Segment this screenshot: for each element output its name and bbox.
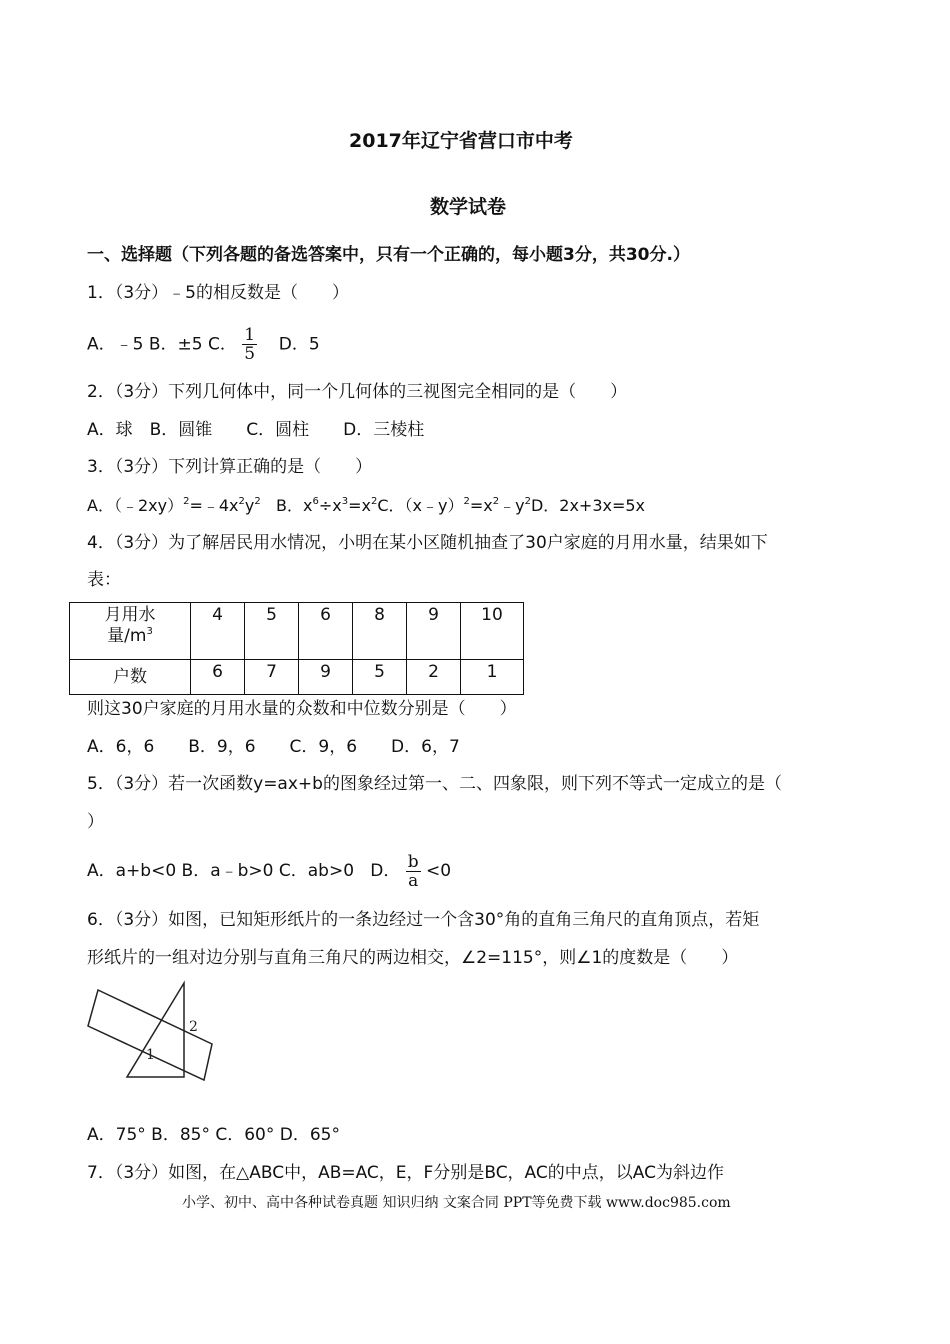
- table-cell: 5: [245, 603, 299, 660]
- q5-option-d-prefix: D．: [370, 861, 401, 881]
- q2-stem: 2．（3分）下列几何体中，同一个几何体的三视图完全相同的是（ ）: [87, 382, 628, 402]
- table-cell: 6: [299, 603, 353, 660]
- page-footer: 小学、初中、高中各种试卷真题 知识归纳 文案合同 PPT等免费下载 www.doc985.com: [182, 1195, 731, 1211]
- q3-b-exp: 2: [370, 496, 378, 507]
- section-heading: 一、选择题（下列各题的备选答案中，只有一个正确的，每小题3分，共30分.）: [87, 245, 690, 265]
- q5-fraction-denominator: a: [408, 870, 419, 891]
- q4-options: A．6，6 B．9，6 C．9，6 D．6，7: [87, 737, 460, 757]
- exam-subtitle: 数学试卷: [430, 196, 507, 218]
- q3-b-exp: 3: [341, 496, 349, 507]
- table-cell: 9: [407, 603, 461, 660]
- q7-stem-line1: 7．（3分）如图，在△ABC中，AB=AC，E，F分别是BC，AC的中点，以AC为斜边作: [87, 1163, 724, 1183]
- table-cell: 7: [245, 660, 299, 695]
- q4-stem-line1: 4．（3分）为了解居民用水情况，小明在某小区随机抽查了30户家庭的月用水量，结果如下: [87, 533, 768, 553]
- q3-a-exp: 2: [254, 496, 261, 507]
- triangle-ruler-shape: [127, 983, 184, 1077]
- q6-options: A．75° B．85° C．60° D．65°: [87, 1125, 340, 1145]
- q3-option-d: D．2x+3x=5x: [530, 496, 646, 515]
- table-row: [70, 603, 524, 660]
- q3-c-exp: 2: [524, 496, 531, 507]
- table-cell: 9: [299, 660, 353, 695]
- q3-c-part: C．（x﹣y）: [377, 496, 464, 515]
- q2-options: A．球 B．圆锥 C．圆柱 D．三棱柱: [87, 420, 425, 440]
- q1-option-a: A．﹣5: [87, 334, 144, 355]
- q5-stem-line1: 5．（3分）若一次函数y=ax+b的图象经过第一、二、四象限，则下列不等式一定成立的是（: [87, 774, 782, 794]
- table-cell: 1: [461, 660, 524, 695]
- table-cell: 8: [353, 603, 407, 660]
- q5-option-d-suffix: <0: [426, 861, 452, 881]
- table-header-exp: 3: [146, 626, 153, 637]
- exam-title: 2017年辽宁省营口市中考: [349, 130, 573, 152]
- q1-options: [87, 326, 320, 363]
- q1-fraction-denominator: 5: [244, 344, 256, 364]
- q1-fraction-numerator: 1: [244, 325, 256, 345]
- table-header-text: 月用水: [104, 605, 156, 625]
- q5-options-abc: A．a+b<0 B．a﹣b>0 C．ab>0: [87, 861, 355, 881]
- table-row: [70, 660, 524, 695]
- q3-b-part: =x: [348, 496, 371, 515]
- table-cell: 5: [353, 660, 407, 695]
- q1-option-c: C．: [208, 334, 237, 355]
- q4-question: 则这30户家庭的月用水量的众数和中位数分别是（ ）: [87, 699, 517, 719]
- q3-b-part: ÷x: [318, 496, 342, 515]
- q3-c-part: =x: [469, 496, 493, 515]
- angle-label-2: 2: [189, 1019, 198, 1035]
- q3-options: [87, 495, 645, 517]
- table-cell: 6: [191, 660, 245, 695]
- q5-fraction: [406, 853, 421, 890]
- q4-stem-line2: 表：: [87, 570, 121, 590]
- q1-option-d: D．5: [278, 334, 320, 355]
- q3-a-exp: 2: [183, 496, 190, 507]
- q3-c-exp: 2: [492, 496, 500, 507]
- q6-figure: [80, 980, 230, 1085]
- table-cell: 2: [407, 660, 461, 695]
- angle-label-1: 1: [146, 1047, 155, 1063]
- table-cell: 10: [461, 603, 524, 660]
- q3-b-exp: 6: [312, 496, 319, 507]
- q6-stem-line1: 6．（3分）如图，已知矩形纸片的一条边经过一个含30°角的直角三角尺的直角顶点，若矩: [87, 910, 760, 930]
- q6-stem-line2: 形纸片的一组对边分别与直角三角尺的两边相交，∠2=115°，则∠1的度数是（ ）: [87, 948, 739, 968]
- q3-a-exp: 2: [238, 496, 245, 507]
- table-header-cell: [70, 603, 191, 660]
- table-cell: 4: [191, 603, 245, 660]
- q1-option-b: B．±5: [148, 334, 203, 355]
- q3-b-part: B．x: [276, 496, 313, 515]
- q3-a-part: y: [244, 496, 255, 515]
- q5-fraction-numerator: b: [407, 851, 419, 872]
- table-header-text: 量/m: [107, 626, 147, 646]
- q5-options: [87, 852, 451, 890]
- q3-a-part: A．（﹣2xy）: [87, 496, 184, 515]
- rectangle-paper-shape: [88, 990, 212, 1080]
- q1-fraction: [242, 326, 257, 363]
- q3-a-part: =﹣4x: [189, 496, 239, 515]
- q3-stem: 3．（3分）下列计算正确的是（ ）: [87, 457, 373, 477]
- q3-c-exp: 2: [463, 496, 470, 507]
- table-row-label: 户数: [70, 660, 191, 695]
- q5-stem-line2: ）: [87, 812, 104, 832]
- q1-stem: 1．（3分）﹣5的相反数是（ ）: [87, 283, 349, 303]
- water-usage-table: [69, 602, 524, 695]
- q3-c-part: ﹣y: [499, 496, 525, 515]
